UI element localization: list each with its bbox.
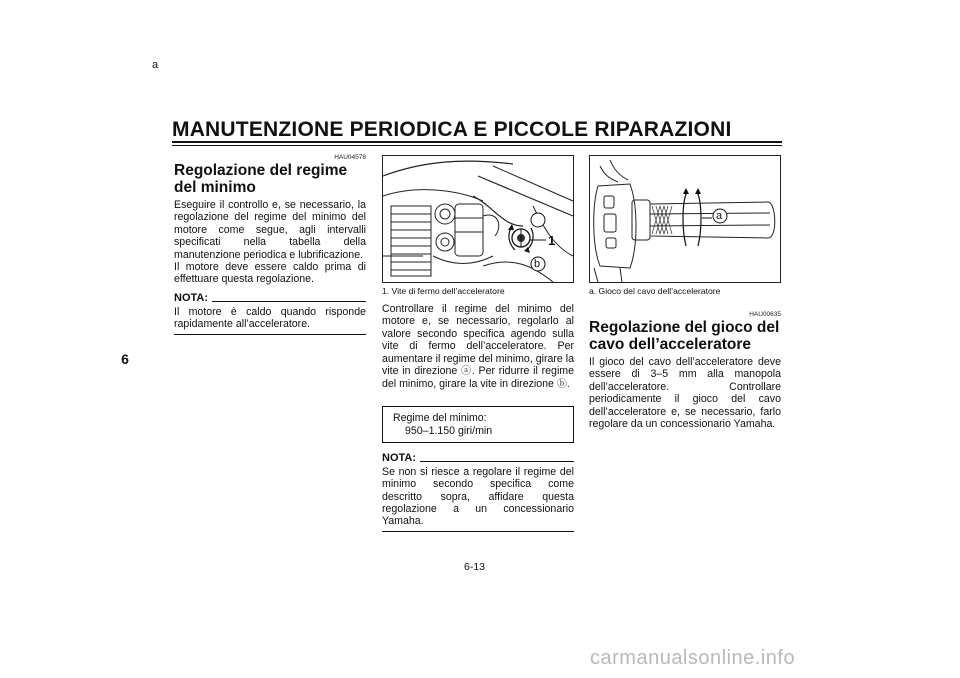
figure-throttle-cable bbox=[589, 155, 781, 283]
section-heading: Regolazione del regime del minimo bbox=[174, 162, 348, 196]
note-header bbox=[174, 292, 366, 304]
direction-b-symbol: ⓑ bbox=[556, 379, 567, 391]
spec-box bbox=[382, 406, 574, 443]
spec-value: 950–1.150 giri/min bbox=[405, 424, 493, 437]
section-body: Il gioco del cavo dell’acceleratore deve essere di 3–5 mm alla manopola dell’acceleratore. Controllare periodicamente il gioco del cavo dell’acceleratore e, se necessario, farlo regolare da un concessionario Yamaha. bbox=[589, 356, 781, 431]
figure-caption: 1. Vite di fermo dell’acceleratore bbox=[382, 286, 505, 296]
column-1 bbox=[174, 154, 366, 335]
paragraph-end: . bbox=[566, 378, 570, 391]
note-label: NOTA: bbox=[174, 291, 209, 304]
page-title: MANUTENZIONE PERIODICA E PICCOLE RIPARAZIONI bbox=[172, 118, 732, 141]
label-a: a bbox=[716, 210, 723, 222]
note-rule bbox=[212, 301, 366, 302]
watermark: carmanualsonline.info bbox=[590, 647, 796, 669]
note-header bbox=[382, 452, 574, 464]
figure-caption: a. Gioco del cavo dell’acceleratore bbox=[589, 286, 721, 296]
page-number: 6-13 bbox=[464, 561, 486, 573]
column-3 bbox=[589, 155, 781, 430]
label-b: b bbox=[534, 258, 541, 270]
section-heading: Regolazione del gioco del cavo dell’acceleratore bbox=[589, 319, 780, 353]
chapter-tab: 6 bbox=[121, 351, 129, 367]
section-body bbox=[382, 303, 574, 392]
paragraph-mid: . Per ridurre il regime del minimo, girare la vite in direzione bbox=[382, 365, 575, 391]
note-rule bbox=[420, 461, 574, 462]
paragraph: Eseguire il controllo e, se necessario, la regolazione del regime del minimo del motore come segue, agli intervalli specificati nella tabella della manutenzione periodica e lubrificazione. bbox=[174, 199, 366, 261]
paragraph-main: Controllare il regime del minimo del motore e, se necessario, regolarlo al valore secondo specifica agendo sulla vite di fermo dell’acceleratore. Per aumentare il regime del minimo, girare la vite in direzione bbox=[382, 303, 574, 378]
header-rule-thin bbox=[172, 145, 782, 146]
direction-a-symbol: ⓐ bbox=[461, 366, 472, 378]
engine-illustration bbox=[383, 156, 573, 282]
paragraph: Il motore deve essere caldo prima di effettuare questa regolazione. bbox=[174, 261, 366, 286]
section-code: HAU04578 bbox=[334, 154, 366, 161]
section-code: HAU00635 bbox=[749, 311, 781, 318]
spec-label: Regime del minimo: bbox=[393, 411, 487, 424]
label-1: 1 bbox=[548, 233, 556, 248]
note-text: Se non si riesce a regolare il regime del minimo secondo specifica come descritto sopra, affidare questa regolazione a un concessionario Yamaha. bbox=[382, 466, 574, 532]
label-a: a bbox=[152, 59, 159, 71]
header-rule bbox=[172, 141, 782, 143]
section-body bbox=[174, 199, 366, 286]
note-text: Il motore è caldo quando risponde rapidamente all’acceleratore. bbox=[174, 306, 366, 335]
note-label: NOTA: bbox=[382, 451, 417, 464]
handlebar-illustration bbox=[590, 156, 780, 282]
